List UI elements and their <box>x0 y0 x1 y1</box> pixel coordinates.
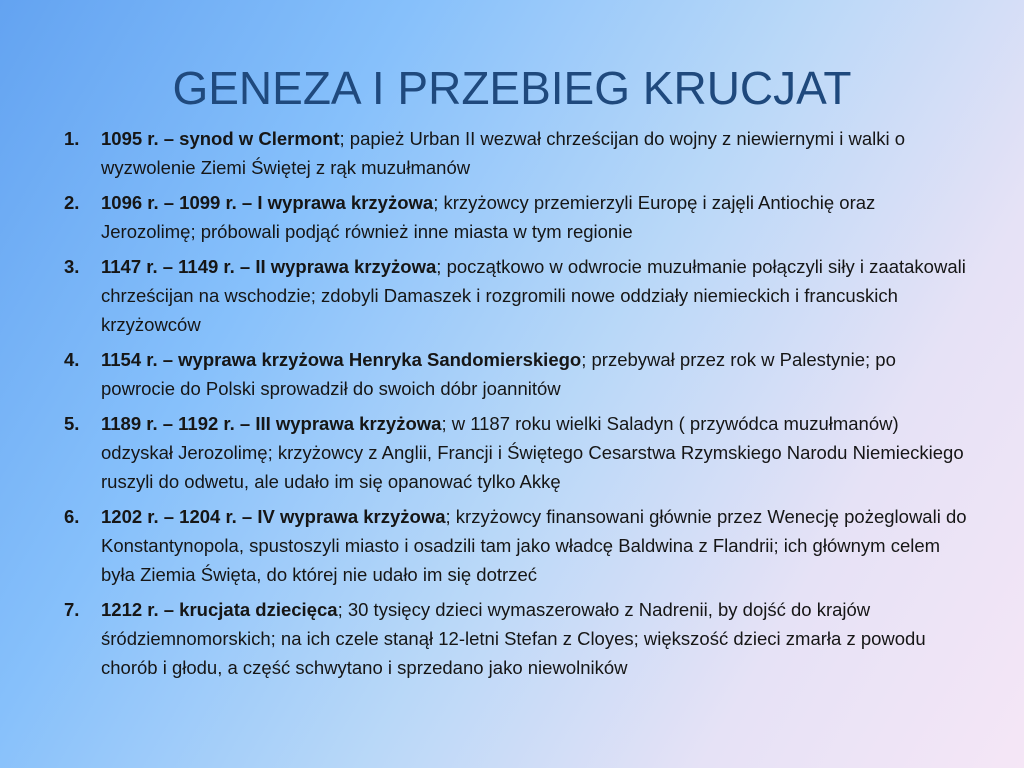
list-item <box>64 409 974 496</box>
list-item <box>64 252 974 339</box>
item-number: 1. <box>64 128 80 149</box>
item-heading: 1096 r. – 1099 r. – I wyprawa krzyżowa <box>101 192 434 213</box>
crusades-list <box>64 124 974 688</box>
item-heading: 1095 r. – synod w Clermont <box>101 128 340 149</box>
item-heading: 1189 r. – 1192 r. – III wyprawa krzyżowa <box>101 413 442 434</box>
list-item <box>64 595 974 682</box>
item-text: ; krzyżowcy finansowani głównie przez Wenecję pożeglowali do Konstantynopola, spustoszyli miasto i osadzili tam jako władcę Baldwina z Flandrii; ich głównym celem była Ziemia Święta, do której nie udało im się dotrzeć <box>101 506 967 585</box>
item-heading: 1154 r. – wyprawa krzyżowa Henryka Sandomierskiego <box>101 349 582 370</box>
item-number: 6. <box>64 506 80 527</box>
item-text: ; przebywał przez rok w Palestynie; po powrocie do Polski sprowadził do swoich dóbr joannitów <box>101 349 896 399</box>
item-heading: 1212 r. – krucjata dziecięca <box>101 599 338 620</box>
item-text: ; krzyżowcy przemierzyli Europę i zajęli Antiochię oraz Jerozolimę; próbowali podjąć również inne miasta w tym regionie <box>101 192 876 242</box>
item-number: 3. <box>64 256 80 277</box>
list-item <box>64 502 974 589</box>
list-item <box>64 124 974 182</box>
item-number: 5. <box>64 413 80 434</box>
item-text: ; w 1187 roku wielki Saladyn ( przywódca muzułmanów) odzyskał Jerozolimę; krzyżowcy z Anglii, Francji i Świętego Cesarstwa Rzymskiego Narodu Niemieckiego ruszyli do odwetu, ale udało im się opanować tylko Akkę <box>101 413 964 492</box>
slide-title: GENEZA I PRZEBIEG KRUCJAT <box>172 61 852 114</box>
item-number: 4. <box>64 349 80 370</box>
item-text: ; papież Urban II wezwał chrześcijan do wojny z niewiernymi i walki o wyzwolenie Ziemi Świętej z rąk muzułmanów <box>101 128 906 178</box>
list-item <box>64 188 974 246</box>
item-heading: 1202 r. – 1204 r. – IV wyprawa krzyżowa <box>101 506 446 527</box>
item-text: ; 30 tysięcy dzieci wymaszerowało z Nadrenii, by dojść do krajów śródziemnomorskich; na ich czele stanął 12-letni Stefan z Cloyes; większość dzieci zmarła z powodu chorób i głodu, a część schwytano i sprzedano jako niewolników <box>101 599 926 678</box>
item-heading: 1147 r. – 1149 r. – II wyprawa krzyżowa <box>101 256 437 277</box>
item-number: 2. <box>64 192 80 213</box>
item-text: ; początkowo w odwrocie muzułmanie połączyli siły i zaatakowali chrześcijan na wschodzie; zdobyli Damaszek i rozgromili nowe oddziały niemieckich i francuskich krzyżowców <box>101 256 966 335</box>
list-item <box>64 345 974 403</box>
item-number: 7. <box>64 599 80 620</box>
